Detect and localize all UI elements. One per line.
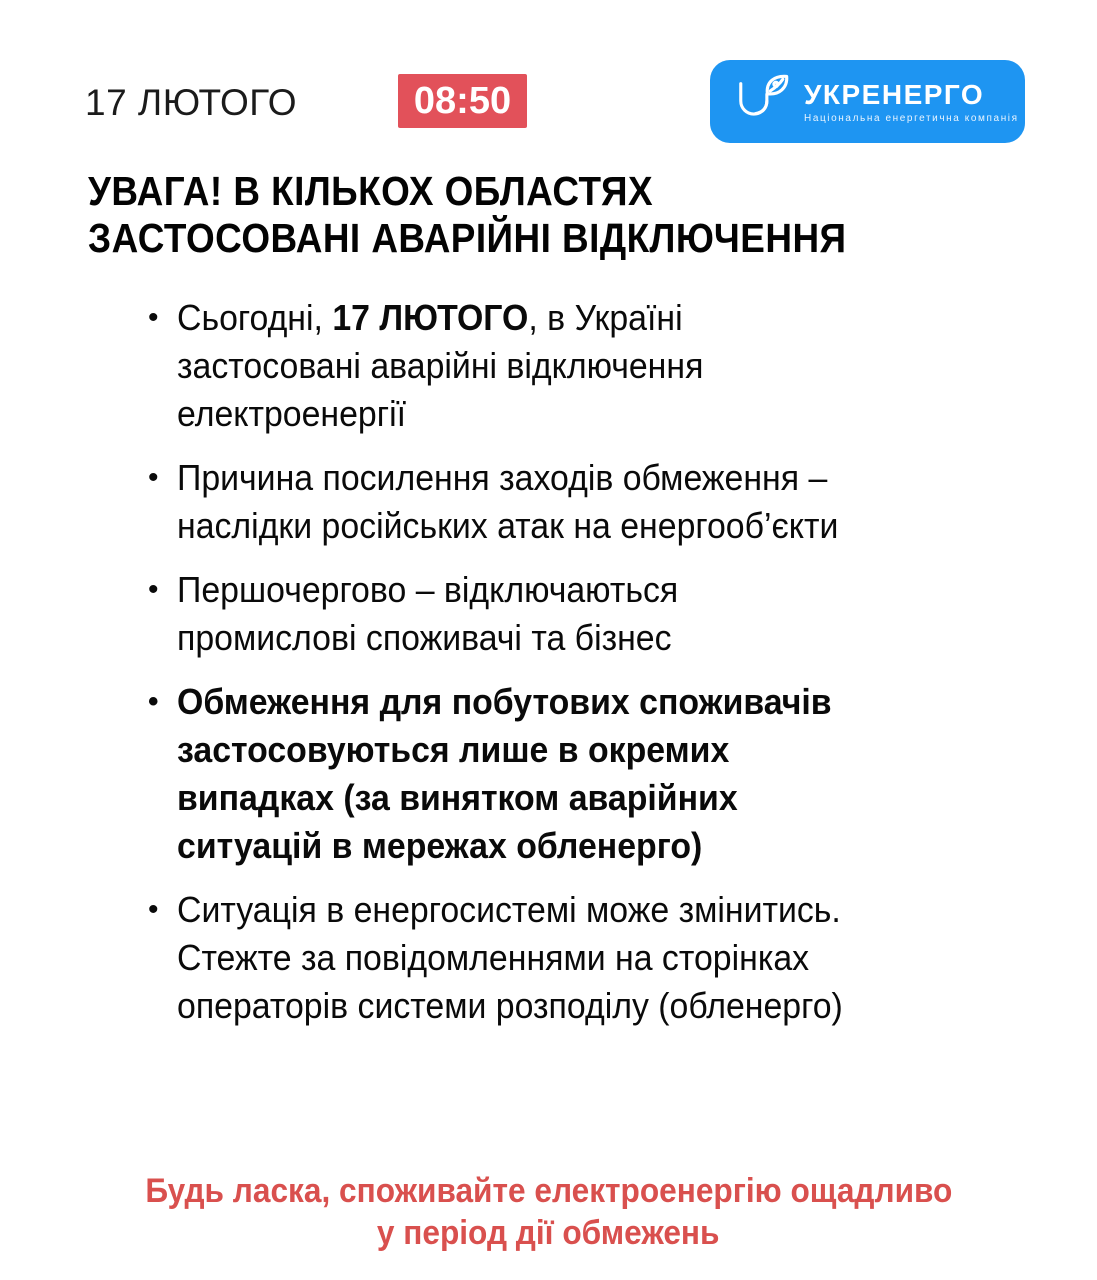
bullet-dot: • [148,685,159,718]
list-item [148,678,1097,870]
bullet-line: промислові споживачі та бізнес [177,617,672,658]
bullet-dot: • [148,893,159,926]
u-leaf-icon [732,73,794,131]
bullet-text [177,886,885,1030]
bullet-line: ситуацій в мережах обленерго) [177,825,703,866]
bullet-text [177,678,873,870]
date-text: 17 ЛЮТОГО [85,82,297,123]
bullet-dot: • [148,573,159,606]
bullet-text [177,454,881,550]
logo-title: УКРЕНЕРГО [804,78,985,110]
bullet-line: Причина посилення заходів обмеження – [177,457,828,498]
bullet-text [177,566,710,662]
list-item [148,294,1097,438]
headline-line: УВАГА! В КІЛЬКОХ ОБЛАСТЯХ [88,168,654,214]
page-title [88,168,1097,262]
bullet-line: операторів системи розподілу (обленерго) [177,985,843,1026]
bullet-line: електроенергії [177,393,407,434]
bullet-line: наслідки російських атак на енергооб’єкти [177,505,839,546]
list-item [148,566,1097,662]
bullet-line: Сьогодні, 17 ЛЮТОГО, в Україні [177,297,683,338]
bullet-line: Стежте за повідомленнями на сторінках [177,937,810,978]
bullet-line: випадках (за винятком аварійних [177,777,738,818]
headline-line: ЗАСТОСОВАНІ АВАРІЙНІ ВІДКЛЮЧЕННЯ [88,215,847,261]
bullet-line: застосовуються лише в окремих [177,729,730,770]
bullet-list [0,294,1097,1030]
list-item [148,454,1097,550]
ukrenergo-logo [710,60,1025,143]
bullet-line: Першочергово – відключаються [177,569,679,610]
logo-subtitle: Національна енергетична компанія [804,112,1019,124]
time-text: 08:50 [413,79,512,122]
bullet-line: застосовані аварійні відключення [177,345,704,386]
bullet-line: Ситуація в енергосистемі може змінитись. [177,889,841,930]
time-badge [398,74,527,128]
footer-note [0,1170,1097,1254]
bullet-dot: • [148,461,159,494]
bullet-dot: • [148,301,159,334]
list-item [148,886,1097,1030]
footer-line: Будь ласка, споживайте електроенергію ощадливо [144,1172,952,1210]
footer-line: у період дії обмежень [377,1214,720,1252]
logo-text-block [804,78,1019,124]
bullet-text [177,294,737,438]
bullet-line: Обмеження для побутових споживачів [177,681,832,722]
